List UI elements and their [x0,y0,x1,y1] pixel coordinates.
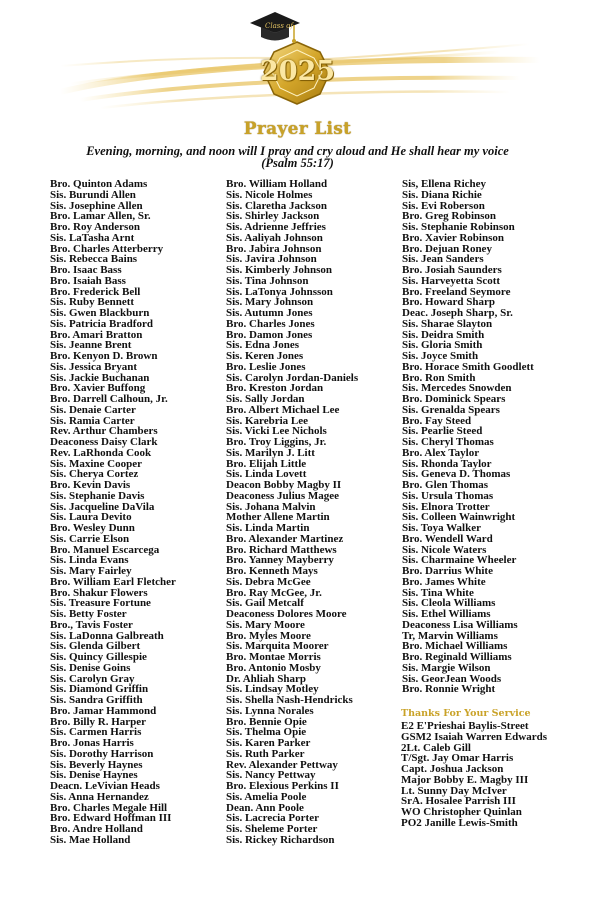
prayer-list-name: Rev. Alexander Pettway [226,758,338,771]
prayer-list-name: Sis. Joyce Smith [402,350,479,362]
prayer-list-name: Deaconess Julius Magee [226,489,340,502]
thanks-heading: Thanks For Your Service [401,708,531,719]
prayer-list-name: Sis. Mae Holland [50,833,131,846]
prayer-list-name: Deac. Joseph Sharp, Sr. [402,307,513,319]
prayer-list-name: Sis. Jacqueline DaVila [50,500,155,513]
prayer-list-name: Bro. Charles Megale Hill [50,801,168,814]
prayer-list-name: Sis. Nicole Waters [402,543,487,556]
prayer-list-name: Sis. Geneva D. Thomas [402,468,511,481]
prayer-list-name: Sis. Rhonda Taylor [402,457,492,470]
prayer-list-name: Sis. Denaie Carter [50,403,136,416]
verse-reference: (Psalm 55:17) [261,156,334,170]
graduation-cap-icon [250,12,300,54]
prayer-list-name: Sis. Carolyn Gray [50,672,135,685]
prayer-list-name: Bro. Jabira Johnson [226,242,322,255]
prayer-list-name: Sis. Jessica Bryant [50,360,138,373]
prayer-list-name: Bro. Dejuan Roney [402,242,492,255]
names-column-1 [50,179,176,846]
service-member-name: E2 E'Prieshai Baylis-Street [401,720,529,732]
prayer-list-name: Sis. LaDonna Galbreath [50,629,164,642]
prayer-list-name: Bro. Edward Hoffman III [50,812,172,825]
prayer-list-name: Bro. Kenyon D. Brown [50,350,158,362]
prayer-list-name: Dr. Ahliah Sharp [226,672,306,685]
prayer-list-name: Bro. Ray McGee, Jr. [226,586,322,599]
prayer-list-name: Bro. Kenneth Mays [226,565,318,577]
prayer-list-name: Sis. Jackie Buchanan [50,371,150,384]
prayer-list-name: Sis. Aaliyah Johnson [226,231,323,244]
prayer-list-name: Sis. Stephanie Davis [50,489,145,502]
prayer-list-name: Sis. Amelia Poole [226,790,307,803]
prayer-list-name: Bro., Tavis Foster [50,618,133,631]
prayer-list-name: Bro. Jamar Hammond [50,704,157,717]
prayer-list-name: Sis. Sandra Griffith [50,694,143,706]
prayer-list-name: Sis. Quincy Gillespie [50,651,147,663]
prayer-list-name: Sis. Adrienne Jeffries [226,221,326,233]
prayer-list-name: Sis. Nicole Holmes [226,188,313,201]
prayer-list-name: Sis. Karen Parker [226,737,311,749]
prayer-list-name: Sis. Vicki Lee Nichols [226,425,327,438]
prayer-list-name: Bro. Alexander Martinez [226,532,344,545]
prayer-list-name: Bro. Howard Sharp [402,296,496,309]
prayer-list-name: Bro. Elexious Perkins II [226,780,339,792]
prayer-list-name: Bro. Alex Taylor [402,446,480,459]
prayer-list-name: Bro. Isaac Bass [50,264,122,276]
prayer-list-name: Bro. Ronnie Wright [402,683,496,696]
prayer-list-name: Bro. Xavier Robinson [402,231,504,244]
prayer-list-name: Sis. LaTonya Johnsson [226,285,333,298]
prayer-list-name: Sis. Linda Lovett [226,468,307,481]
prayer-list-name: Sis. Elnora Trotter [402,500,490,513]
prayer-list-name: Sis. Cleola Williams [402,597,496,610]
service-members-list [401,721,547,829]
prayer-list-name: Sis. Denise Haynes [50,769,138,782]
prayer-list-name: Bro. Albert Michael Lee [226,403,340,416]
service-member-name: PO2 Janille Lewis-Smith [401,816,518,829]
prayer-list-name: Sis. Sheleme Porter [226,823,318,835]
cap-label: Class of [265,22,293,30]
prayer-list-name: Sis. Stephanie Robinson [402,221,515,233]
prayer-list-name: Bro. Glen Thomas [402,479,489,491]
prayer-list-name: Sis. Cherya Cortez [50,468,139,481]
prayer-list-name: Bro. Kreston Jordan [226,382,324,395]
prayer-list-name: Bro. Damon Jones [226,328,313,341]
prayer-list-name: Bro. Wesley Dunn [50,522,135,534]
prayer-list-name: Bro. Montae Morris [226,651,321,663]
prayer-list-name: Sis. Ramia Carter [50,414,135,427]
prayer-list-name: Bro. Billy R. Harper [50,715,147,728]
names-column-2 [226,179,358,846]
prayer-list-name: Sis. Sally Jordan [226,393,305,405]
prayer-list-name: Sis. Harveyetta Scott [402,274,501,287]
prayer-list-name: Sis. Edna Jones [226,339,300,352]
prayer-list-name: Bro. Horace Smith Goodlett [402,360,534,373]
prayer-list-name: Bro. Dominick Spears [402,393,506,405]
prayer-list-name: Sis. Johana Malvin [226,500,316,513]
service-member-name: 2Lt. Caleb Gill [401,741,471,754]
prayer-list-name: Sis. Javira Johnson [226,253,317,266]
prayer-list-name: Sis. Cheryl Thomas [402,436,494,448]
prayer-list-name: Sis. Denise Goins [50,661,131,674]
prayer-list-name: Sis. Burundi Allen [50,188,136,201]
prayer-list-name: Sis. Diana Richie [402,188,482,201]
prayer-list-name: Sis. Evi Roberson [402,199,485,212]
prayer-list-name: Bro. Charles Jones [226,317,315,330]
prayer-list-name: Bro. William Holland [226,178,328,190]
verse-text: Evening, morning, and noon will I pray and cry aloud and He shall hear my voice [86,144,509,158]
prayer-list-name: Sis. Lynna Norales [226,704,314,717]
prayer-list-name: Sis. Gwen Blackburn [50,307,150,319]
prayer-list-name: Sis. Nancy Pettway [226,769,316,782]
prayer-list-name: Bro. Andre Holland [50,823,143,835]
prayer-list-name: Sis. Mercedes Snowden [402,382,512,395]
prayer-list-name: Bro. Michael Williams [402,640,508,653]
prayer-list-name: Rev. LaRhonda Cook [50,446,152,459]
prayer-list-name: Sis. Toya Walker [402,522,481,534]
page-title: Prayer List [243,119,352,139]
prayer-list-name: Bro. Troy Liggins, Jr. [226,436,327,448]
prayer-list-name: Sis. Shirley Jackson [226,210,320,223]
prayer-list-name: Sis. GeorJean Woods [402,672,502,685]
prayer-list-name: Bro. Ron Smith [402,371,476,384]
prayer-list-name: Bro. Leslie Jones [226,360,306,373]
prayer-list-name: Sis. Sharae Slayton [402,317,493,330]
prayer-list-name: Bro. Antonio Mosby [226,661,321,674]
prayer-list-name: Sis. Betty Foster [50,608,127,620]
prayer-list-name: Bro. Darrius White [402,565,493,577]
service-member-name: Lt. Sunny Day McIver [401,784,507,797]
prayer-list-name: Bro. Yanney Mayberry [226,554,334,567]
service-member-name: WO Christopher Quinlan [401,806,522,818]
prayer-list-name: Sis. Keren Jones [226,350,304,362]
prayer-list-name: Sis. Linda Martin [226,522,310,534]
prayer-list-name: Sis. Karebria Lee [226,414,308,427]
service-member-name: Major Bobby E. Magby III [401,773,529,786]
prayer-list-name: Bro. Lamar Allen, Sr. [50,210,151,223]
service-member-name: GSM2 Isaiah Warren Edwards [401,730,547,743]
prayer-list-name: Bro. Charles Atterberry [50,242,164,255]
prayer-list-name: Sis. Lacrecia Porter [226,812,319,825]
prayer-list-name: Sis. Beverly Haynes [50,758,143,771]
prayer-list-name: Deacn. LeVivian Heads [50,780,160,792]
prayer-list-name: Sis. Debra McGee [226,575,311,588]
prayer-list-name: Bro. Josiah Saunders [402,264,502,276]
prayer-list-name: Sis. Gail Metcalf [226,597,304,610]
prayer-list-name: Sis. Rebecca Bains [50,253,138,266]
prayer-list-name: Sis, Ellena Richey [402,178,487,190]
prayer-list-name: Sis. Marquita Moorer [226,640,329,653]
prayer-list-name: Bro. Manuel Escarcega [50,543,160,556]
prayer-list-name: Bro. Quinton Adams [50,178,148,190]
prayer-list-name: Sis. Gloria Smith [402,339,483,352]
prayer-list-name: Deaconess Dolores Moore [226,608,347,620]
prayer-list-name: Sis. Grenalda Spears [402,403,500,416]
prayer-list-name: Bro. Richard Matthews [226,543,337,556]
prayer-list-name: Bro. James White [402,575,486,588]
prayer-list-name: Bro. Greg Robinson [402,210,497,223]
prayer-list-name: Bro. Darrell Calhoun, Jr. [50,393,168,405]
prayer-list-name: Sis. Ethel Williams [402,608,491,620]
prayer-list-name: Bro. Fay Steed [402,414,472,427]
service-member-name: SrA. Hosalee Parrish III [401,795,516,808]
prayer-list-name: Sis. Ursula Thomas [402,489,494,502]
prayer-list-name: Sis. Treasure Fortune [50,597,151,610]
prayer-list-name: Dean. Ann Poole [226,801,304,814]
prayer-list-name: Bro. Reginald Williams [402,651,512,663]
prayer-list-name: Sis. Colleen Wainwright [402,511,516,524]
prayer-list-name: Sis. Deidra Smith [402,328,485,341]
prayer-list-name: Bro. Jonas Harris [50,737,134,749]
prayer-list-name: Sis. Pearlie Steed [402,425,483,438]
service-member-name: T/Sgt. Jay Omar Harris [401,752,514,765]
prayer-list-name: Sis. Lindsay Motley [226,683,319,696]
prayer-list-name: Sis. Rickey Richardson [226,833,335,846]
prayer-list-name: Deaconess Daisy Clark [50,436,158,448]
prayer-list-name: Bro. Isaiah Bass [50,274,126,287]
service-member-name: Capt. Joshua Jackson [401,763,504,775]
prayer-list-name: Sis. Ruth Parker [226,747,305,760]
prayer-list-name: Sis. Carmen Harris [50,726,142,739]
prayer-list-name: Deacon Bobby Magby II [226,479,342,491]
prayer-list-name: Mother Allene Martin [226,511,330,524]
prayer-list-name: Bro. Shakur Flowers [50,586,148,599]
prayer-list-name: Sis. Diamond Griffin [50,683,149,696]
prayer-list-name: Sis. Jean Sanders [402,253,484,266]
prayer-list-name: Bro. Wendell Ward [402,532,493,545]
prayer-list-name: Sis. Linda Evans [50,554,129,567]
prayer-list-name: Sis. Laura Devito [50,511,132,524]
prayer-list-name: Bro. Amari Bratton [50,328,143,341]
prayer-list-name: Sis. Carrie Elson [50,532,130,545]
year-badge: 2025 [259,56,336,87]
prayer-list-name: Bro. Frederick Bell [50,285,141,298]
prayer-list-name: Sis. Charmaine Wheeler [402,554,517,567]
prayer-list-name: Bro. Freeland Seymore [402,285,511,298]
prayer-list-name: Rev. Arthur Chambers [50,425,158,438]
prayer-list-name: Sis. Mary Johnson [226,296,314,309]
prayer-list-name: Sis. Kimberly Johnson [226,264,333,276]
prayer-list-name: Sis. Thelma Opie [226,726,307,739]
prayer-list-name: Deaconess Lisa Williams [402,618,518,631]
prayer-list-name: Sis. Maxine Cooper [50,457,142,470]
prayer-list-name: Sis. Ruby Bennett [50,296,135,309]
scripture-verse [0,145,595,169]
prayer-list-name: Sis. Dorothy Harrison [50,747,154,760]
prayer-list-name: Tr, Marvin Williams [402,629,498,642]
names-column-3 [402,179,534,695]
prayer-list-name: Sis. Patricia Bradford [50,317,153,330]
prayer-list-name: Sis. Mary Moore [226,618,305,631]
prayer-list-name: Sis. Jeanne Brent [50,339,132,352]
prayer-list-name: Sis. Claretha Jackson [226,199,327,212]
prayer-list-name: Bro. Bennie Opie [226,715,307,728]
prayer-list-name: Sis. Mary Fairley [50,565,132,577]
prayer-list-name: Sis. Carolyn Jordan-Daniels [226,371,359,384]
prayer-list-name: Sis. Josephine Allen [50,199,143,212]
prayer-list-name: Sis. Anna Hernandez [50,790,149,803]
prayer-list-name: Sis. Autumn Jones [226,307,313,319]
prayer-list-name: Sis. Marilyn J. Litt [226,446,315,459]
prayer-list-name: Bro. Roy Anderson [50,221,140,233]
prayer-list-name: Sis. Tina Johnson [226,274,309,287]
prayer-list-name: Sis. Glenda Gilbert [50,640,141,653]
prayer-list-name: Bro. Kevin Davis [50,479,131,491]
prayer-list-name: Sis. Shella Nash-Hendricks [226,694,353,706]
prayer-list-name: Bro. William Earl Fletcher [50,575,176,588]
prayer-list-name: Bro. Xavier Buffong [50,382,146,395]
prayer-list-name: Bro. Elijah Little [226,457,307,470]
prayer-list-name: Sis. Tina White [402,586,474,599]
prayer-list-name: Sis. Margie Wilson [402,661,491,674]
prayer-list-name: Bro. Myles Moore [226,629,311,642]
prayer-list-name: Sis. LaTasha Arnt [50,231,135,244]
